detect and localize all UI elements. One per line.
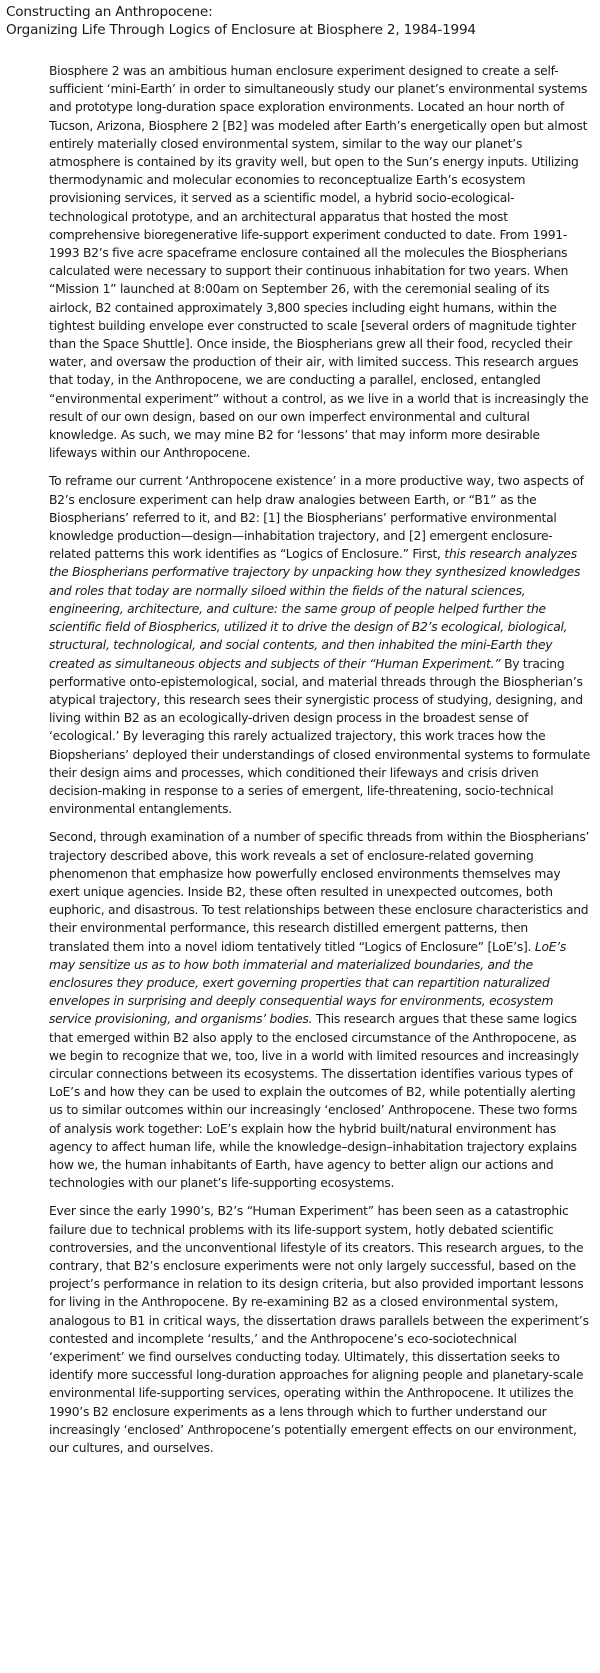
paragraph-text: This research argues that these same logics that emerged within B2 also apply to the enclosed circumstance of the Anthropocene, as we begin to recognize that we, too, live in a world with limited resources and increasingly circular connections between its ecosystems. The dissertation identifies various types of LoE’s and how they can be used to explain the outcomes of B2, while potentially alerting us to similar outcomes within our increasingly ‘enclosed’ Anthropocene. These two forms of analysis work together: LoE’s explain how the hybrid built/natural environment has agency to affect human life, while the knowledge–design–inhabitation trajectory explains how we, the human inhabitants of Earth, have agency to better align our actions and technologies with our planet’s life-supporting ecosystems. bbox=[49, 1012, 579, 1191]
paragraph-text: Biosphere 2 was an ambitious human enclosure experiment designed to create a self-sufficient ‘mini-Earth’ in order to simultaneously study our planet’s environmental systems and prototype long-duration space exploration environments. Located an hour north of Tucson, Arizona, Biosphere 2 [B2] was modeled after Earth’s energetically open but almost entirely materially closed environmental system, similar to the way our planet’s atmosphere is contained by its gravity well, but open to the Sun’s energy inputs. Utilizing thermodynamic and molecular economies to reconceptualize Earth’s ecosystem provisioning services, it served as a scientific model, a hybrid socio-ecological-technological prototype, and an architectural apparatus that hosted the most comprehensive bioregenerative life-support experiment conducted to date. From 1991-1993 B2’s five acre spaceframe enclosure contained all the molecules the Biospherians calculated were necessary to support their continuous inhabitation for two years. When “Mission 1” launched at 8:00am on September 26, with the ceremonial sealing of its airlock, B2 contained approximately 3,800 species including eight humans, within the tightest building envelope ever constructed to scale [several orders of magnitude tighter than the Space Shuttle]. Once inside, the Biospherians grew all their food, recycled their water, and oversaw the production of their air, with limited success. This research argues that today, in the Anthropocene, we are conducting a parallel, enclosed, entangled “environmental experiment” without a control, as we live in a world that is increasingly the result of our own design, based on our own imperfect environmental and cultural knowledge. As such, we may mine B2 for ‘lessons’ that may inform more desirable lifeways within our Anthropocene. bbox=[49, 64, 589, 461]
paragraph-text: By tracing performative onto-epistemological, social, and material threads through the Biospherian’s atypical trajectory, this research sees their synergistic process of studying, designing, and living within B2 as an ecologically-driven design process in the broadest sense of ‘ecological.’ By leveraging this rarely actualized trajectory, this work traces how the Biopsherians’ deployed their understandings of closed environmental systems to formulate their design aims and processes, which conditioned their lifeways and crisis driven decision-making in response to a series of emergent, life-threatening, socio-technical environmental entanglements. bbox=[49, 656, 591, 817]
paragraph-text: Second, through examination of a number of specific threads from within the Biospherians’ trajectory described above, this work reveals a set of enclosure-related governing phenomenon that emphasize how powerfully enclosed environments themselves may exert unique agencies. Inside B2, these often resulted in unexpected outcomes, both euphoric, and disastrous. To test relationships between these enclosure characteristics and their environmental performance, this research distilled emergent patterns, then translated them into a novel idiom tentatively titled “Logics of Enclosure” [LoE’s]. bbox=[49, 830, 590, 954]
paragraph-text-italic: LoE’s may sensitize us as to how both immaterial and materialized boundaries, and the enclosures they produce, exert governing properties that can repartition naturalized envelopes in surprising and deeply consequential ways for environments, ecosystem service provisioning, and organisms’ bodies. bbox=[49, 939, 567, 1027]
paragraph bbox=[49, 1202, 591, 1457]
paragraph-text: To reframe our current ‘Anthropocene existence’ in a more productive way, two aspects of B2’s enclosure experiment can help draw analogies between Earth, or “B1” as the Biospherians’ referred to it, and B2: [1] the Biospherians’ performative environmental knowledge production—design—inhabitation trajectory, and [2] emergent enclosure-related patterns this work identifies as “Logics of Enclosure.” First, bbox=[49, 474, 584, 562]
title-line-subtitle: Organizing Life Through Logics of Enclosure at Biosphere 2, 1984-1994 bbox=[6, 22, 476, 38]
paragraph bbox=[49, 828, 591, 1192]
abstract-body bbox=[49, 62, 591, 1467]
paragraph-text: Ever since the early 1990’s, B2’s “Human Experiment” has been seen as a catastrophic failure due to technical problems with its life-support system, hotly debated scientific controversies, and the unconventional lifestyle of its creators. This research argues, to the contrary, that B2’s enclosure experiments were not only largely successful, based on the project’s performance in relation to its design criteria, but also provided important lessons for living in the Anthropocene. By re-examining B2 as a closed environmental system, analogous to B1 in critical ways, the dissertation draws parallels between the experiment’s contested and incomplete ‘results,’ and the Anthropocene’s eco-sociotechnical ‘experiment’ we find ourselves conducting today. Ultimately, this dissertation seeks to identify more successful long-duration approaches for aligning people and planetary-scale environmental life-supporting services, operating within the Anthropocene. It utilizes the 1990’s B2 enclosure experiments as a lens through which to further understand our increasingly ‘enclosed’ Anthropocene’s potentially emergent effects on our environment, our cultures, and ourselves. bbox=[49, 1204, 589, 1456]
paragraph-text-italic: this research analyzes the Biospherians performative trajectory by unpacking how they synthesized knowledges and roles that today are normally siloed within the fields of the natural sciences, engineering, architecture, and culture: the same group of people helped further the scientific field of Biospherics, utilized it to drive the design of B2’s ecological, biological, structural, technological, and social contents, and then inhabited the mini-Earth they created as simultaneous objects and subjects of their “Human Experiment.” bbox=[49, 547, 581, 671]
paragraph bbox=[49, 472, 591, 818]
document-title bbox=[6, 3, 596, 39]
paragraph bbox=[49, 62, 591, 462]
title-line-main: Constructing an Anthropocene: bbox=[6, 4, 213, 20]
